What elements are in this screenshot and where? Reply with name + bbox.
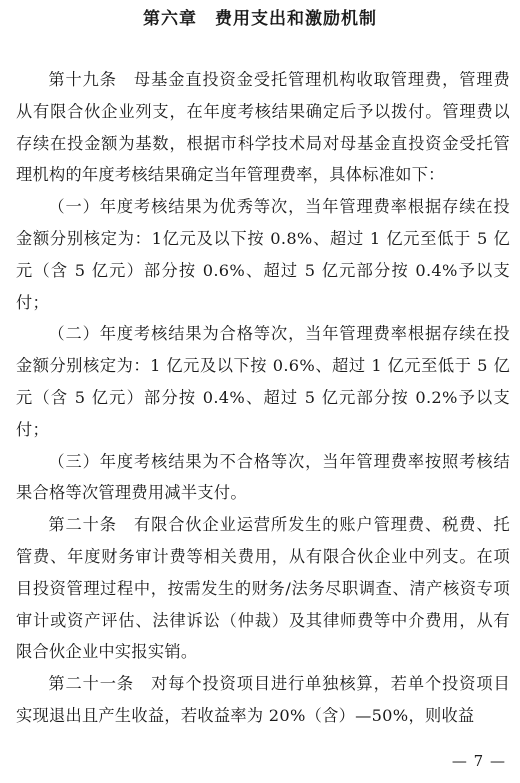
chapter-title: 第六章 费用支出和激励机制	[143, 9, 377, 29]
paragraph-article-21: 第二十一条 对每个投资项目进行单独核算，若单个投资项目实现退出且产生收益，若收益率为 20%（含）—50%，则收益	[16, 674, 510, 725]
paragraph-article-19: 第十九条 母基金直投资金受托管理机构收取管理费，管理费从有限合伙企业列支，在年度考核结果确定后予以拨付。管理费以存续在投金额为基数，根据市科学技术局对母基金直投资金受托管理机构的年度考核结果确定当年管理费率，具体标准如下：	[16, 70, 510, 185]
paragraph-item-2: （二）年度考核结果为合格等次，当年管理费率根据存续在投金额分别核定为：1 亿元及以下按 0.6%、超过 1 亿元至低于 5 亿元（含 5 亿元）部分按 0.4%、超过 5 亿元部分按 0.2%予以支付；	[16, 324, 510, 439]
paragraph-item-1: （一）年度考核结果为优秀等次，当年管理费率根据存续在投金额分别核定为：1亿元及以下按 0.8%、超过 1 亿元至低于 5 亿元（含 5 亿元）部分按 0.6%、超过 5 亿元部分按 0.4%予以支付；	[16, 197, 510, 312]
page-number: — 7 —	[451, 752, 506, 770]
paragraph-article-20: 第二十条 有限合伙企业运营所发生的账户管理费、税费、托管费、年度财务审计费等相关费用，从有限合伙企业中列支。在项目投资管理过程中，按需发生的财务/法务尽职调查、清产核资专项审计或资产评估、法律诉讼（仲裁）及其律师费等中介费用，从有限合伙企业中实报实销。	[16, 515, 510, 662]
paragraph-item-3: （三）年度考核结果为不合格等次，当年管理费率按照考核结果合格等次管理费用减半支付。	[16, 451, 510, 503]
document-body	[16, 64, 510, 732]
